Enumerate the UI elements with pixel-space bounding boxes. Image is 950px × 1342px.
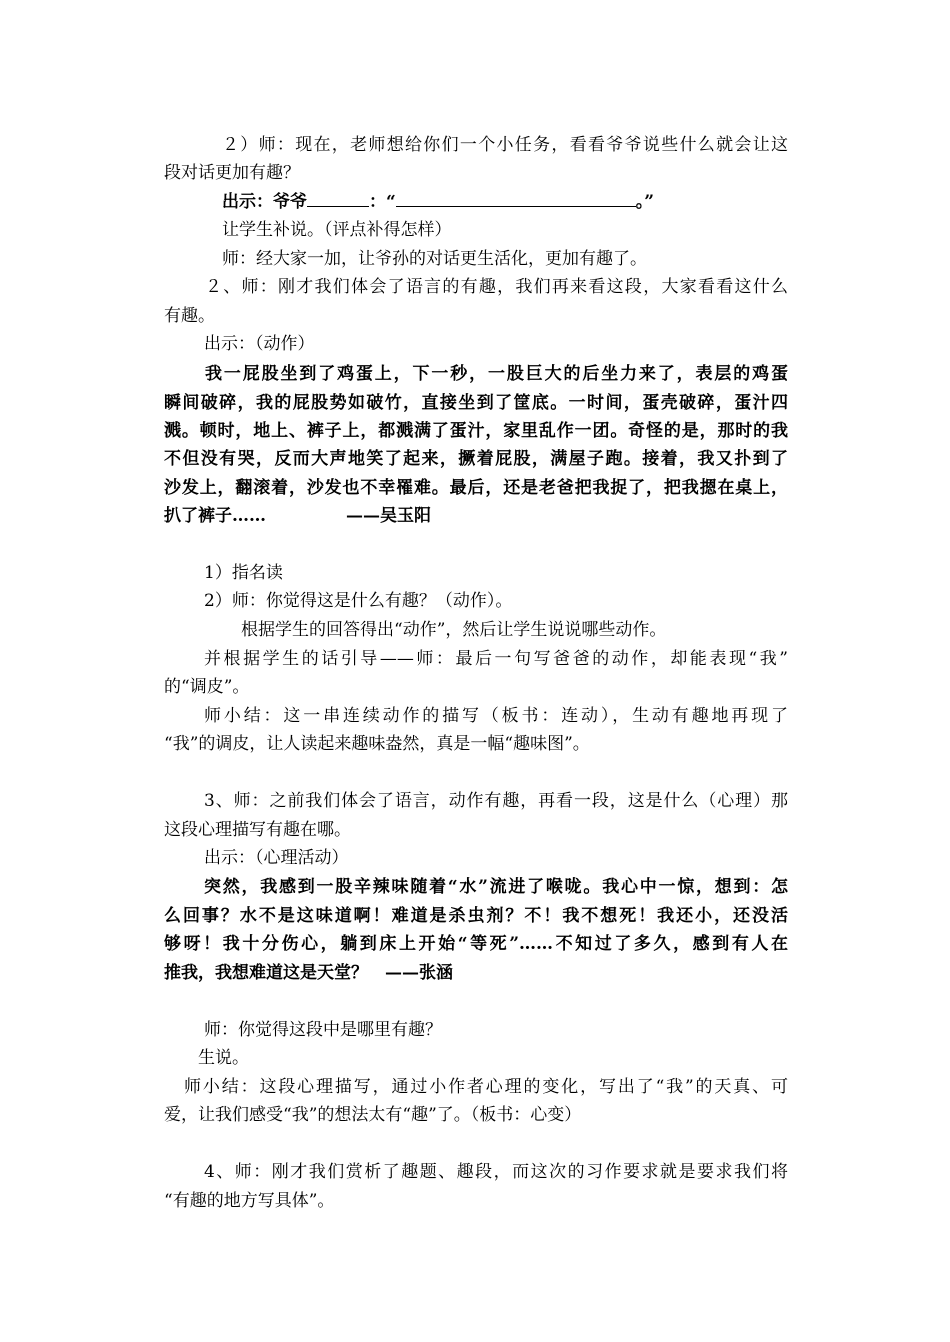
text-line: ２、师：刚才我们体会了语言的有趣，我们再来看这段，大家看看这什么 xyxy=(205,277,788,297)
text-line: 爱，让我们感受“我”的想法太有“趣”了。（板书：心变） xyxy=(164,1105,582,1125)
text-line: 2）师：你觉得这是什么有趣？（动作）。 xyxy=(204,591,513,611)
text-line: 根据学生的回答得出“动作”，然后让学生说说哪些动作。 xyxy=(241,620,667,640)
text-line: ２）师：现在，老师想给你们一个小任务，看看爷爷说些什么就会让这 xyxy=(222,135,788,155)
text-line: 并根据学生的话引导——师：最后一句写爸爸的动作，却能表现“我” xyxy=(204,649,788,669)
text-line: 这段心理描写有趣在哪。 xyxy=(164,820,351,840)
fill-blank-long xyxy=(396,188,636,207)
text-line: 出示：（动作） xyxy=(204,334,315,354)
text-line: 师：经大家一加，让爷孙的对话更生活化，更加有趣了。 xyxy=(222,249,647,269)
excerpt-line: 够呀！我十分伤心，躺到床上开始“等死”……不知过了多久，感到有人在 xyxy=(164,934,788,954)
excerpt-line: 沙发上，翻滚着，沙发也不幸罹难。最后，还是老爸把我捉了，把我摁在桌上， xyxy=(164,478,788,498)
text-line: 有趣。 xyxy=(164,306,215,326)
text-line: 生说。 xyxy=(198,1048,249,1068)
text-line: “有趣的地方写具体”。 xyxy=(164,1191,335,1211)
excerpt-line: 推我，我想难道这是天堂？ ——张涵 xyxy=(164,963,453,983)
fill-blank-short xyxy=(307,188,369,207)
prompt-close-quote: 。” xyxy=(635,192,655,212)
text-line: 师：你觉得这段中是哪里有趣？ xyxy=(204,1020,442,1040)
text-line: 师小结：这一串连续动作的描写（板书：连动），生动有趣地再现了 xyxy=(204,706,788,726)
excerpt-line: 么回事？水不是这味道啊！难道是杀虫剂？不！我不想死！我还小，还没活 xyxy=(164,906,788,926)
prompt-label: 出示：爷爷 xyxy=(222,192,307,212)
text-line: 师小结：这段心理描写，通过小作者心理的变化，写出了“我”的天真、可 xyxy=(184,1077,788,1097)
text-line: 段对话更加有趣？ xyxy=(164,163,300,183)
excerpt-author: ——吴玉阳 xyxy=(346,506,431,526)
text-line: 出示：（心理活动） xyxy=(204,848,349,868)
excerpt-line: 我一屁股坐到了鸡蛋上，下一秒，一股巨大的后坐力来了，表层的鸡蛋 xyxy=(205,364,788,384)
text-line: 让学生补说。（评点补得怎样） xyxy=(222,220,452,240)
excerpt-line: 不但没有哭，反而大声地笑了起来，撅着屁股，满屋子跑。接着，我又扑到了 xyxy=(164,449,788,469)
prompt-colon-quote: ：“ xyxy=(369,192,396,212)
text-line: 4、师：刚才我们赏析了趣题、趣段，而这次的习作要求就是要求我们将 xyxy=(204,1162,788,1182)
excerpt-line: 突然，我感到一股辛辣味随着“水”流进了喉咙。我心中一惊，想到：怎 xyxy=(204,877,788,897)
text-line: 1）指名读 xyxy=(204,563,283,583)
display-prompt-line xyxy=(222,188,846,216)
excerpt-tail: 扒了裤子…… xyxy=(164,506,266,526)
excerpt-line: 瞬间破碎，我的屁股势如破竹，直接坐到了筐底。一时间，蛋壳破碎，蛋汁四 xyxy=(164,393,788,413)
text-line: 3、师：之前我们体会了语言，动作有趣，再看一段，这是什么（心理）那 xyxy=(204,791,788,811)
excerpt-line: 溅。顿时，地上、裤子上，都溅满了蛋汁，家里乱作一团。奇怪的是，那时的我 xyxy=(164,421,788,441)
excerpt-line xyxy=(164,502,788,530)
text-line: “我”的调皮，让人读起来趣味盎然，真是一幅“趣味图”。 xyxy=(164,734,590,754)
text-line: 的“调皮”。 xyxy=(164,677,250,697)
